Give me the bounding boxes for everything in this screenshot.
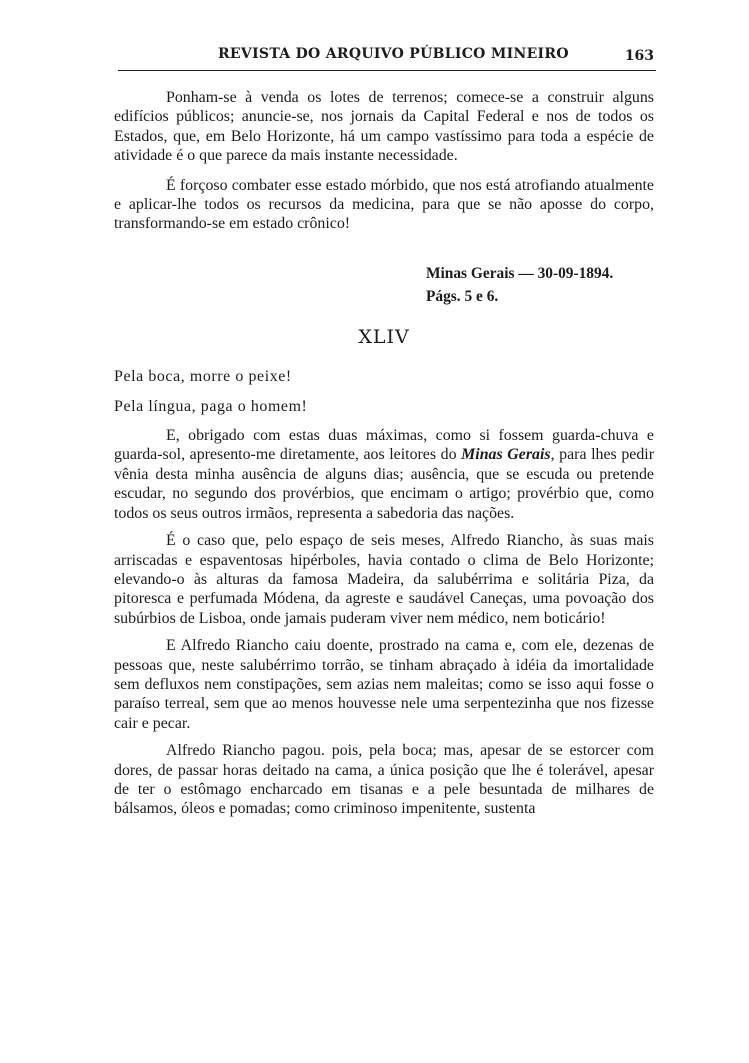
page-number: 163 (624, 48, 654, 64)
epigraph-line: Pela boca, morre o peixe! (114, 368, 292, 386)
paragraph: É o caso que, pelo espaço de seis meses, Alfredo Riancho, às suas mais arriscadas e espaventosas hipérboles, havia contado o clima de Belo Horizonte; elevando-o às alturas da famosa Madeira, da salubérrima e solitária Piza, da pitoresca e perfumada Módena, da agreste e saudável Caneças, uma povoação dos subúrbios de Lisboa, onde jamais puderam viver nem médico, nem boticário! (114, 532, 654, 627)
paragraph-text: E, obrigado com estas duas máximas, como si fossem guarda-chuva e guarda-sol, apresento-me diretamente, aos leitores do (114, 427, 654, 464)
article-body (114, 88, 654, 827)
signature-pages: Págs. 5 e 6. (426, 287, 499, 305)
paragraph: Alfredo Riancho pagou. pois, pela boca; mas, apesar de se estorcer com dores, de passar horas deitado na cama, a única posição que lhe é tolerável, apesar de ter o estômago encharcado em tisanas e a pele besuntada de milhares de bálsamos, óleos e pomadas; como criminoso impenitente, sustenta (114, 742, 654, 818)
paragraph: É forçoso combater esse estado mórbido, que nos está atrofiando atualmente e aplicar-lhe todos os recursos da medicina, para que se não aposse do corpo, transformando-se em estado crônico! (114, 176, 654, 233)
paragraph: Ponham-se à venda os lotes de terrenos; comece-se a construir alguns edifícios públicos; anuncie-se, nos jornais da Capital Federal e nos de todos os Estados, que, em Belo Horizonte, há um campo vastíssimo para toda a espécie de atividade é o que parece da mais instante necessidade. (114, 89, 654, 165)
journal-title: REVISTA DO ARQUIVO PÚBLICO MINEIRO (218, 46, 569, 62)
running-header (118, 40, 656, 71)
epigraph-line: Pela língua, paga o homem! (114, 397, 308, 415)
newspaper-name: Minas Gerais (461, 446, 551, 464)
section-heading: XLIV (358, 325, 410, 348)
paragraph: E Alfredo Riancho caiu doente, prostrado na cama e, com ele, dezenas de pessoas que, neste salubérrimo torrão, se tinham abraçado à idéia da imortalidade sem defluxos nem constipações, sem azias nem maleitas; como se isso aqui fosse o paraíso terreal, sem que ao menos houvesse nele uma serpentezinha que nos fizesse cair e pecar. (114, 637, 654, 732)
paragraph-text: , para lhes pedir vênia desta minha ausência de alguns dias; ausência, que se escuda ou pretende escudar, no segundo dos provérbios, que encimam o artigo; provérbio que, como todos os seus outros irmãos, representa a sabedoria das nações. (114, 446, 654, 522)
signature-block (426, 262, 654, 308)
paragraph (114, 426, 654, 523)
signature-place-date: Minas Gerais — 30-09-1894. (426, 264, 614, 282)
